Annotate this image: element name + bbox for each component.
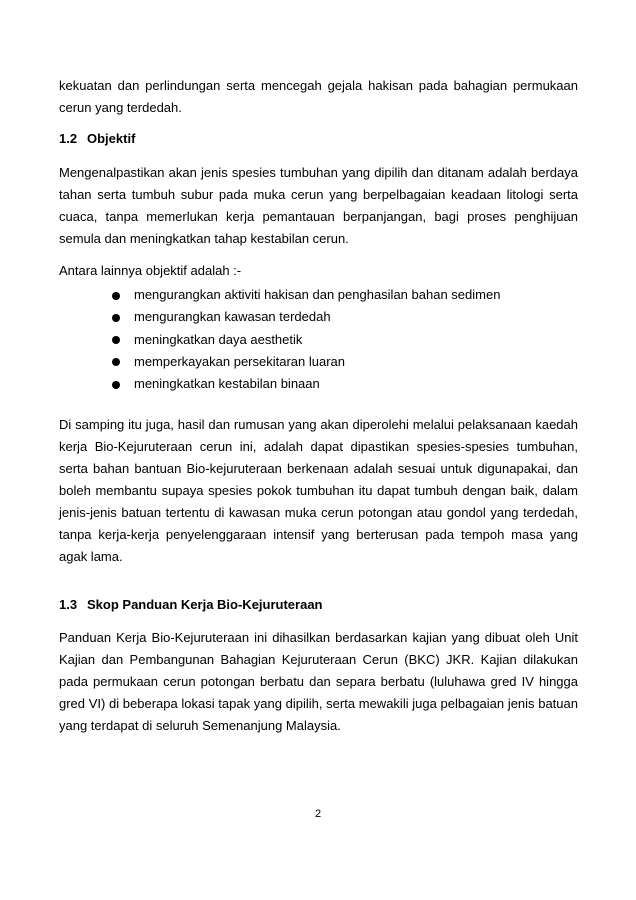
section-title: Objektif bbox=[87, 131, 136, 146]
page-number: 2 bbox=[314, 808, 322, 820]
bullet-icon bbox=[112, 292, 120, 300]
outcome-paragraph bbox=[59, 414, 578, 568]
bullet-icon bbox=[112, 358, 120, 366]
section-heading-1-3 bbox=[59, 596, 578, 614]
list-item: mengurangkan aktiviti hakisan dan penghasilan bahan sedimen bbox=[112, 284, 572, 306]
list-intro bbox=[59, 260, 578, 282]
outcome-text: Di samping itu juga, hasil dan rumusan yang akan diperolehi melalui pelaksanaan kaedah kerja Bio-Kejuruteraan cerun ini, adalah dapat dipastikan spesies-spesies tumbuhan, serta bahan bantuan Bio-kejuruteraan berkenaan adalah sesuai untuk digunapakai, dan boleh membantu supaya spesies pokok tumbuhan itu dapat tumbuh dengan baik, dalam jenis-jenis batuan tertentu di kawasan muka cerun potongan atau gondol yang terdedah, tanpa kerja-kerja penyelenggaraan intensif yang berterusan pada tempoh masa yang agak lama. bbox=[59, 417, 578, 564]
objective-paragraph bbox=[59, 162, 578, 250]
bullet-icon bbox=[112, 314, 120, 322]
objective-text: Mengenalpastikan akan jenis spesies tumbuhan yang dipilih dan ditanam adalah berdaya tahan serta tumbuh subur pada muka cerun yang berpelbagaian keadaan litologi serta cuaca, tanpa memerlukan kerja pemantauan berpanjangan, bagi proses penghijuan semula dan meningkatkan tahap kestabilan cerun. bbox=[59, 165, 578, 246]
intro-text: kekuatan dan perlindungan serta mencegah gejala hakisan pada bahagian permukaan cerun yang terdedah. bbox=[59, 78, 578, 115]
scope-paragraph bbox=[59, 627, 578, 737]
list-item: meningkatkan kestabilan binaan bbox=[112, 373, 572, 395]
objective-bullet-list bbox=[112, 284, 572, 395]
list-item: memperkayakan persekitaran luaran bbox=[112, 351, 572, 373]
section-heading-1-2 bbox=[59, 130, 578, 148]
scope-text: Panduan Kerja Bio-Kejuruteraan ini dihasilkan berdasarkan kajian yang dibuat oleh Unit Kajian dan Pembangunan Bahagian Kejuruteraan Cerun (BKC) JKR. Kajian dilakukan pada permukaan cerun potongan berbatu dan separa berbatu (luluhawa gred IV hingga gred VI) di beberapa lokasi tapak yang dipilih, serta mewakili juga pelbagaian jenis batuan yang terdapat di seluruh Semenanjung Malaysia. bbox=[59, 630, 578, 733]
list-item: mengurangkan kawasan terdedah bbox=[112, 306, 572, 328]
section-number: 1.2 bbox=[59, 131, 78, 146]
section-number: 1.3 bbox=[59, 597, 78, 612]
bullet-icon bbox=[112, 381, 120, 389]
list-item: meningkatkan daya aesthetik bbox=[112, 329, 572, 351]
list-intro-text: Antara lainnya objektif adalah :- bbox=[59, 263, 242, 278]
bullet-icon bbox=[112, 336, 120, 344]
intro-paragraph bbox=[59, 75, 578, 119]
section-title: Skop Panduan Kerja Bio-Kejuruteraan bbox=[87, 597, 323, 612]
